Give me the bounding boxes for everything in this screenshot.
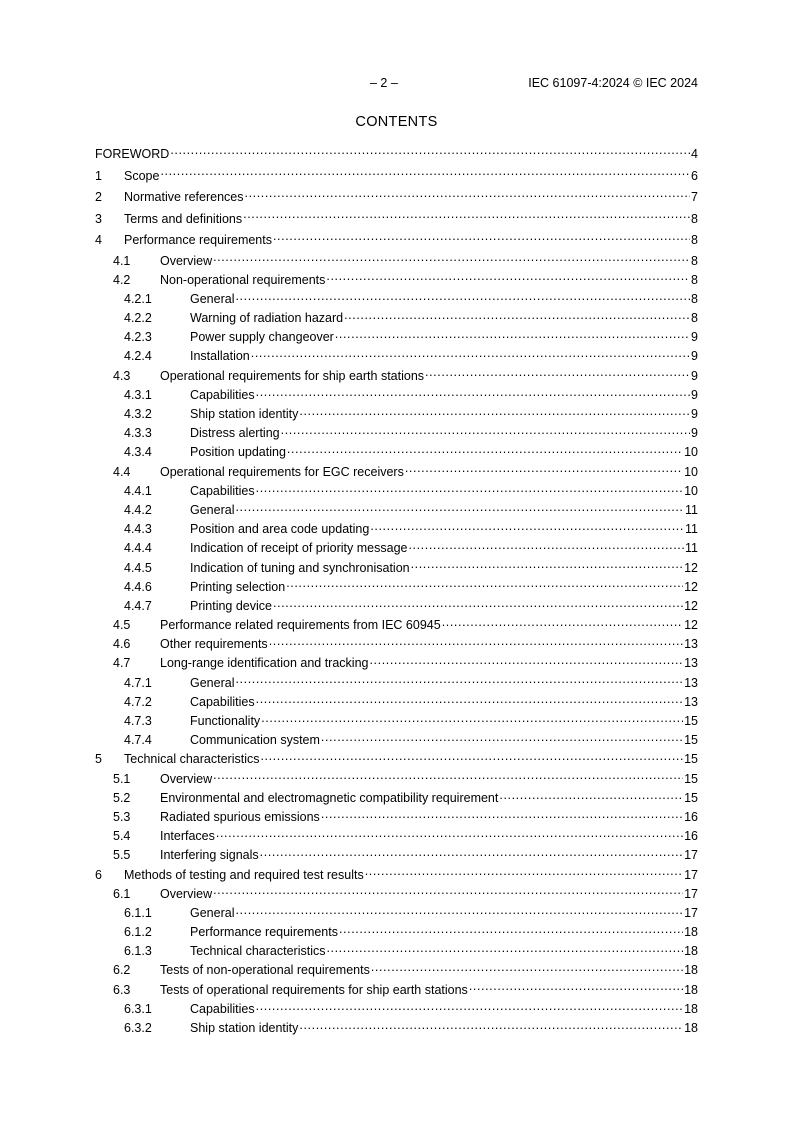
toc-entry[interactable]	[95, 1000, 698, 1019]
toc-entry-number: 4.7.4	[124, 733, 152, 748]
toc-entry[interactable]	[95, 559, 698, 578]
toc-entry[interactable]	[95, 770, 698, 789]
toc-dot-leader	[370, 521, 684, 533]
toc-entry[interactable]	[95, 750, 698, 769]
toc-entry-label: General	[190, 291, 235, 306]
toc-entry-label: Interfaces	[160, 829, 215, 844]
toc-entry-page: 9	[691, 330, 698, 345]
toc-entry[interactable]	[95, 309, 698, 328]
toc-entry-number: 4.3.3	[124, 426, 152, 441]
toc-entry-page: 9	[691, 387, 698, 402]
toc-entry[interactable]	[95, 827, 698, 846]
toc-dot-leader	[261, 713, 683, 725]
toc-entry[interactable]	[95, 271, 698, 290]
toc-entry[interactable]	[95, 482, 698, 501]
toc-entry-page: 16	[684, 809, 698, 824]
toc-entry-label: Radiated spurious emissions	[160, 809, 320, 824]
toc-entry-label: Functionality	[190, 714, 261, 728]
toc-entry-label: Normative references	[124, 190, 244, 204]
toc-entry[interactable]	[95, 789, 698, 808]
toc-dot-leader	[321, 809, 683, 821]
toc-entry-page: 18	[684, 1001, 698, 1016]
toc-dot-leader	[213, 771, 683, 783]
toc-entry[interactable]	[95, 885, 698, 904]
toc-dot-leader	[281, 425, 690, 437]
toc-entry-label: Warning of radiation hazard	[190, 311, 344, 326]
toc-entry[interactable]	[95, 712, 698, 731]
toc-dot-leader	[269, 636, 683, 648]
toc-dot-leader	[213, 253, 690, 265]
toc-entry-page: 12	[684, 560, 698, 575]
toc-entry[interactable]	[95, 290, 698, 309]
toc-entry-label: Capabilities	[190, 1001, 255, 1016]
toc-entry[interactable]	[95, 501, 698, 520]
toc-dot-leader	[256, 694, 683, 706]
toc-entry-number: 4.3.1	[124, 387, 152, 402]
toc-entry-label: Technical characteristics	[124, 752, 260, 767]
toc-entry-number: 4.2.4	[124, 349, 152, 364]
toc-entry-page: 17	[684, 905, 698, 920]
toc-entry-number: 6.3.2	[124, 1021, 152, 1035]
toc-entry-label: FOREWORD	[95, 147, 170, 161]
toc-dot-leader	[216, 828, 683, 840]
toc-entry-number: 6.3.1	[124, 1001, 152, 1016]
toc-dot-leader	[411, 560, 684, 572]
toc-entry-label: Environmental and electromagnetic compatibility requirement	[160, 790, 499, 805]
toc-entry-page: 10	[684, 445, 698, 460]
toc-entry-page: 10	[684, 464, 698, 479]
toc-entry-page: 13	[684, 694, 698, 709]
toc-dot-leader	[469, 982, 683, 994]
toc-dot-leader	[235, 502, 684, 514]
toc-entry-label: Printing selection	[190, 579, 286, 594]
toc-entry-number: 6.1.2	[124, 925, 152, 940]
toc-dot-leader	[245, 189, 691, 201]
toc-dot-leader	[273, 232, 690, 244]
toc-entry-number: 4.4.4	[124, 541, 152, 556]
toc-entry-page: 8	[691, 272, 698, 287]
toc-entry-number: 3	[95, 211, 102, 226]
toc-entry-number: 4.2.3	[124, 330, 152, 345]
page-number: – 2 –	[370, 76, 398, 90]
toc-dot-leader	[499, 790, 683, 802]
toc-entry-number: 4.7	[113, 656, 131, 671]
toc-entry[interactable]	[95, 144, 698, 166]
toc-entry[interactable]	[95, 463, 698, 482]
toc-entry-number: 5.3	[113, 809, 131, 824]
toc-entry-label: Capabilities	[190, 694, 255, 709]
toc-entry-page: 6	[691, 168, 698, 183]
toc-entry[interactable]	[95, 904, 698, 923]
toc-entry-page: 15	[684, 771, 698, 786]
toc-entry[interactable]	[95, 808, 698, 827]
toc-entry-page: 12	[684, 618, 698, 633]
toc-entry-label: Overview	[160, 886, 213, 901]
toc-entry-number: 6.1.3	[124, 944, 152, 959]
toc-entry-number: 4.6	[113, 637, 131, 652]
toc-entry-number: 4.7.3	[124, 714, 152, 728]
toc-dot-leader	[299, 1020, 683, 1032]
toc-entry-page: 17	[684, 867, 698, 882]
toc-entry-page: 18	[684, 1021, 698, 1035]
toc-dot-leader	[160, 168, 690, 180]
page-title: CONTENTS	[355, 114, 438, 130]
toc-entry-label: Methods of testing and required test results	[124, 867, 364, 882]
toc-dot-leader	[286, 579, 683, 591]
toc-dot-leader	[256, 387, 690, 399]
toc-entry-number: 4	[95, 233, 102, 247]
toc-dot-leader	[235, 905, 683, 917]
toc-dot-leader	[425, 368, 690, 380]
toc-entry-number: 4.1	[113, 253, 131, 268]
toc-entry-label: Printing device	[190, 598, 272, 613]
toc-entry[interactable]	[95, 424, 698, 443]
toc-entry-page: 13	[684, 675, 698, 690]
toc-dot-leader	[321, 732, 683, 744]
toc-entry-number: 5.5	[113, 848, 131, 863]
toc-entry-label: Non-operational requirements	[160, 272, 326, 287]
toc-entry-page: 10	[684, 483, 698, 498]
toc-entry-label: Long-range identification and tracking	[160, 656, 369, 671]
toc-entry-number: 5.4	[113, 829, 131, 844]
toc-entry[interactable]	[95, 328, 698, 347]
toc-entry-number: 5	[95, 752, 102, 767]
toc-entry[interactable]	[95, 674, 698, 693]
toc-entry-label: Tests of operational requirements for ship earth stations	[160, 982, 468, 997]
toc-entry-number: 4.7.2	[124, 694, 152, 709]
toc-dot-leader	[405, 464, 683, 476]
toc-entry-label: Performance requirements	[190, 925, 338, 940]
toc-entry-label: Power supply changeover	[190, 330, 334, 345]
toc-dot-leader	[299, 406, 690, 418]
toc-dot-leader	[170, 146, 690, 158]
toc-dot-leader	[256, 1001, 683, 1013]
toc-entry-page: 16	[684, 829, 698, 844]
toc-entry-label: Indication of tuning and synchronisation	[190, 560, 410, 575]
toc-entry-label: Interfering signals	[160, 848, 259, 863]
toc-entry[interactable]	[95, 520, 698, 539]
toc-entry-label: Tests of non-operational requirements	[160, 963, 370, 978]
toc-entry-label: Installation	[190, 349, 250, 364]
table-of-contents	[95, 144, 698, 1038]
toc-entry-label: Distress alerting	[190, 426, 280, 441]
toc-dot-leader	[235, 291, 690, 303]
toc-entry-page: 15	[684, 714, 698, 728]
toc-entry-label: General	[190, 905, 235, 920]
toc-entry-page: 8	[691, 211, 698, 226]
toc-entry-label: Overview	[160, 253, 213, 268]
toc-entry[interactable]	[95, 578, 698, 597]
toc-dot-leader	[260, 847, 683, 859]
toc-entry[interactable]	[95, 961, 698, 980]
toc-entry[interactable]	[95, 443, 698, 462]
toc-entry-number: 4.3	[113, 368, 131, 383]
toc-entry-label: Ship station identity	[190, 1021, 299, 1035]
toc-entry-label: Operational requirements for EGC receivers	[160, 464, 404, 479]
toc-entry-page: 17	[684, 886, 698, 901]
toc-entry-page: 8	[691, 311, 698, 326]
toc-entry-label: Position updating	[190, 445, 286, 460]
toc-entry[interactable]	[95, 347, 698, 366]
toc-entry[interactable]	[95, 866, 698, 885]
toc-entry[interactable]	[95, 230, 698, 252]
toc-entry-number: 4.4.6	[124, 579, 152, 594]
toc-dot-leader	[326, 272, 690, 284]
toc-entry-number: 6.3	[113, 982, 131, 997]
toc-entry[interactable]	[95, 252, 698, 271]
toc-entry[interactable]	[95, 1019, 698, 1038]
toc-dot-leader	[256, 483, 683, 495]
toc-entry-page: 13	[684, 656, 698, 671]
toc-entry-page: 11	[685, 522, 698, 537]
toc-entry-number: 4.2.2	[124, 311, 152, 326]
toc-entry-label: Ship station identity	[190, 407, 299, 421]
toc-entry-label: Terms and definitions	[124, 211, 243, 226]
toc-entry-page: 18	[684, 982, 698, 997]
toc-entry[interactable]	[95, 635, 698, 654]
toc-entry-page: 15	[684, 752, 698, 767]
toc-entry-label: Other requirements	[160, 637, 268, 652]
toc-dot-leader	[273, 598, 683, 610]
toc-entry-number: 4.2	[113, 272, 131, 287]
toc-entry-label: Scope	[124, 168, 160, 183]
page-header	[95, 76, 698, 92]
toc-entry-number: 4.4.5	[124, 560, 152, 575]
toc-entry-number: 4.3.2	[124, 407, 152, 421]
toc-entry[interactable]	[95, 539, 698, 558]
toc-entry-number: 4.2.1	[124, 291, 152, 306]
toc-entry-page: 9	[691, 349, 698, 364]
toc-entry-number: 4.4.3	[124, 522, 152, 537]
toc-entry-page: 15	[684, 733, 698, 748]
toc-entry-page: 4	[691, 147, 698, 161]
toc-dot-leader	[287, 444, 683, 456]
toc-entry[interactable]	[95, 386, 698, 405]
toc-dot-leader	[365, 867, 683, 879]
toc-dot-leader	[344, 310, 690, 322]
toc-entry-label: Capabilities	[190, 483, 255, 498]
toc-entry-page: 9	[691, 407, 698, 421]
toc-entry[interactable]	[95, 166, 698, 188]
toc-dot-leader	[260, 751, 683, 763]
toc-entry-label: General	[190, 502, 235, 517]
toc-dot-leader	[326, 943, 683, 955]
toc-entry-label: Position and area code updating	[190, 522, 370, 537]
toc-entry[interactable]	[95, 693, 698, 712]
toc-entry[interactable]	[95, 846, 698, 865]
toc-entry-label: Communication system	[190, 733, 320, 748]
toc-entry-label: Indication of receipt of priority message	[190, 541, 408, 556]
toc-entry[interactable]	[95, 923, 698, 942]
toc-entry-page: 15	[684, 790, 698, 805]
toc-entry-number: 5.2	[113, 790, 131, 805]
toc-entry[interactable]	[95, 209, 698, 231]
toc-entry-number: 4.4.2	[124, 502, 152, 517]
toc-entry[interactable]	[95, 367, 698, 386]
toc-entry-number: 4.3.4	[124, 445, 152, 460]
toc-entry-page: 18	[684, 925, 698, 940]
toc-entry-page: 11	[685, 502, 698, 517]
toc-entry-number: 5.1	[113, 771, 131, 786]
toc-entry-page: 8	[691, 253, 698, 268]
toc-entry-label: Capabilities	[190, 387, 255, 402]
toc-entry-number: 4.4.7	[124, 598, 152, 613]
toc-entry[interactable]	[95, 187, 698, 209]
toc-entry-number: 1	[95, 168, 102, 183]
toc-entry-page: 8	[691, 291, 698, 306]
toc-entry-number: 4.4.1	[124, 483, 152, 498]
toc-entry[interactable]	[95, 942, 698, 961]
toc-entry-number: 6.1.1	[124, 905, 152, 920]
toc-entry[interactable]	[95, 616, 698, 635]
toc-entry[interactable]	[95, 981, 698, 1000]
toc-entry-number: 6.1	[113, 886, 131, 901]
document-identifier: IEC 61097-4:2024 © IEC 2024	[528, 76, 698, 90]
toc-entry-page: 9	[691, 368, 698, 383]
toc-entry[interactable]	[95, 597, 698, 616]
toc-entry-page: 11	[685, 541, 698, 556]
toc-entry-number: 4.7.1	[124, 675, 152, 690]
toc-dot-leader	[442, 617, 683, 629]
toc-entry-label: Overview	[160, 771, 213, 786]
toc-entry-number: 2	[95, 190, 102, 204]
toc-entry-page: 13	[684, 637, 698, 652]
toc-entry-page: 18	[684, 963, 698, 978]
toc-dot-leader	[339, 924, 683, 936]
toc-entry-page: 7	[691, 190, 698, 204]
toc-entry-label: General	[190, 675, 235, 690]
toc-dot-leader	[243, 211, 690, 223]
toc-entry-number: 6	[95, 867, 102, 882]
toc-dot-leader	[369, 655, 683, 667]
toc-entry[interactable]	[95, 654, 698, 673]
toc-entry-page: 8	[691, 233, 698, 247]
toc-entry-number: 4.5	[113, 618, 131, 633]
toc-entry-page: 12	[684, 579, 698, 594]
toc-entry-page: 12	[684, 598, 698, 613]
toc-entry-page: 18	[684, 944, 698, 959]
toc-entry-number: 6.2	[113, 963, 131, 978]
toc-dot-leader	[408, 540, 684, 552]
toc-entry[interactable]	[95, 731, 698, 750]
toc-dot-leader	[251, 348, 690, 360]
toc-entry-label: Technical characteristics	[190, 944, 326, 959]
toc-dot-leader	[371, 962, 683, 974]
toc-dot-leader	[335, 329, 690, 341]
toc-entry-label: Operational requirements for ship earth stations	[160, 368, 425, 383]
toc-entry-page: 17	[684, 848, 698, 863]
toc-entry-label: Performance related requirements from IEC 60945	[160, 618, 441, 633]
toc-dot-leader	[235, 675, 683, 687]
toc-dot-leader	[213, 886, 683, 898]
toc-entry-label: Performance requirements	[124, 233, 272, 247]
toc-entry-page: 9	[691, 426, 698, 441]
toc-entry[interactable]	[95, 405, 698, 424]
toc-entry-number: 4.4	[113, 464, 131, 479]
